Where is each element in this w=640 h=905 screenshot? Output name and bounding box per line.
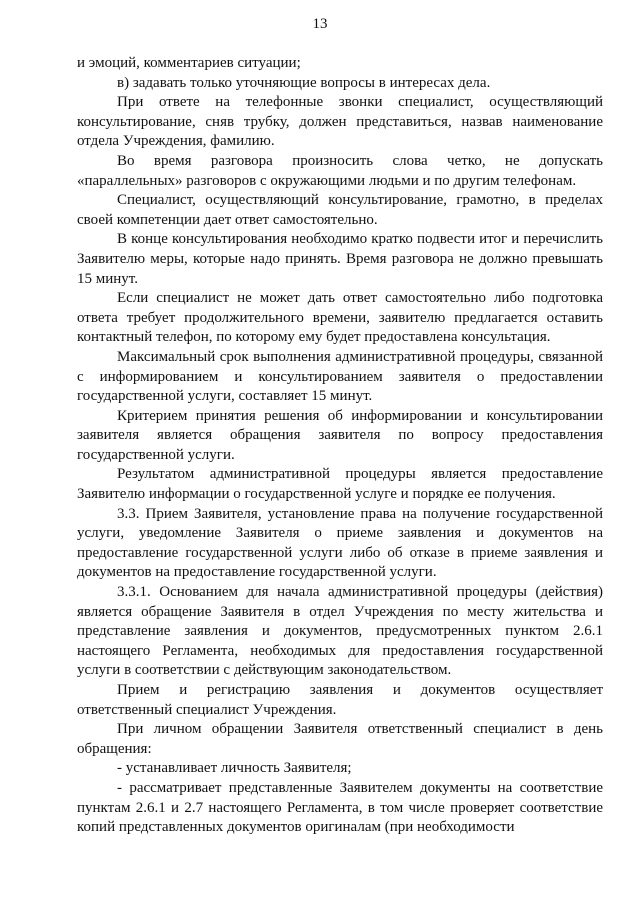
list-item-1: - устанавливает личность Заявителя;	[117, 760, 352, 777]
paragraph-8: Максимальный срок выполнения административной процедуры, связанной с информированием и консультированием заявителя о предоставлении государственной услуги, составляет 15 минут.	[77, 348, 603, 405]
paragraph-13: Прием и регистрацию заявления и документов осуществляет ответственный специалист Учреждения.	[77, 682, 603, 718]
paragraph-3: При ответе на телефонные звонки специалист, осуществляющий консультирование, сняв трубку, должен представиться, назвав наименование отдела Учреждения, фамилию.	[77, 94, 603, 150]
paragraph-6: В конце консультирования необходимо кратко подвести итог и перечислить Заявителю меры, которые надо принять. Время разговора не должно превышать 15 минут.	[77, 231, 603, 287]
list-item-2: - рассматривает представленные Заявителем документы на соответствие пунктам 2.6.1 и 2.7 настоящего Регламента, в том числе проверяет соответствие копий представленных документов оригиналам (при необходимости	[77, 779, 603, 836]
paragraph-5: Специалист, осуществляющий консультирование, грамотно, в пределах своей компетенции дает ответ самостоятельно.	[77, 192, 603, 228]
paragraph-4: Во время разговора произносить слова четко, не допускать «параллельных» разговоров с окружающими людьми и по другим телефонам.	[77, 152, 603, 189]
paragraph-7: Если специалист не может дать ответ самостоятельно либо подготовка ответа требует продолжительного времени, заявителю предлагается оставить контактный телефон, по которому ему будет предоставлена консультация.	[77, 290, 603, 346]
paragraph-3-3-1: 3.3.1. Основанием для начала административной процедуры (действия) является обращение Заявителя в отдел Учреждения по месту жительства и представление заявления и документов, предусмотренных пунктом 2.6.1 настоящего Регламента, необходимых для предоставления государственной услуги в соответствии с действующим законодательством.	[77, 584, 603, 679]
paragraph-9: Критерием принятия решения об информировании и консультировании заявителя является обращения заявителя по вопросу предоставления государственной услуги.	[77, 407, 603, 463]
document-body	[77, 54, 603, 838]
paragraph-2: в) задавать только уточняющие вопросы в интересах дела.	[117, 74, 491, 91]
paragraph-14: При личном обращении Заявителя ответственный специалист в день обращения:	[77, 721, 603, 757]
paragraph-10: Результатом административной процедуры является предоставление Заявителю информации о государственной услуге и порядке ее получения.	[77, 466, 603, 503]
section-heading-3-3: 3.3. Прием Заявителя, установление права на получение государственной услуги, уведомление Заявителя о приеме заявления и документов на предоставление государственной услуги либо об отказе в приеме заявления и документов на предоставление государственной услуги.	[77, 505, 603, 581]
paragraph-1: и эмоций, комментариев ситуации;	[77, 55, 301, 71]
page-number: 13	[312, 16, 328, 32]
